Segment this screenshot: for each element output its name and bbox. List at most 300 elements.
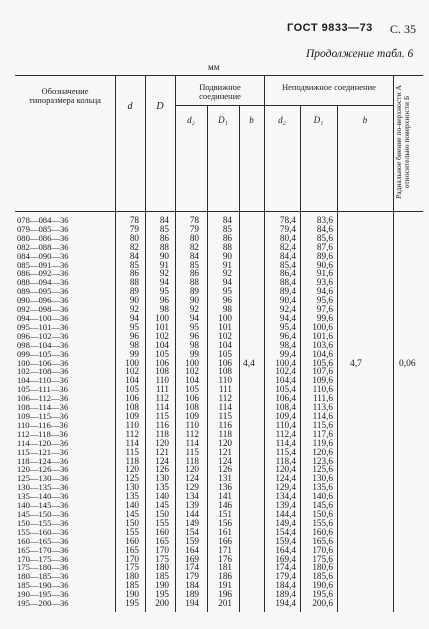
- table-row: [15, 448, 393, 457]
- cell-D1-fixed: 195,6: [312, 589, 333, 600]
- cell-D1-movable: 98: [222, 304, 232, 315]
- header-radial-runout: Радиальное биение по-верхности A относительно поверхности Б: [394, 85, 411, 199]
- cell-d2-movable: 179: [185, 571, 199, 582]
- cell-D: 115: [155, 411, 169, 421]
- cell-designation: 095—101—36: [17, 321, 69, 332]
- cell-D1-fixed: 85,6: [316, 232, 333, 243]
- cell-d2-fixed: 89,4: [279, 286, 296, 297]
- cell-D: 104: [155, 339, 169, 350]
- cell-designation: 096—102—36: [17, 330, 69, 341]
- table-row: [15, 421, 393, 430]
- cell-D: 170: [155, 544, 169, 555]
- cell-d: 135: [125, 491, 139, 502]
- table-row: [15, 555, 393, 564]
- table-top-border: [15, 75, 423, 76]
- cell-D: 100: [155, 313, 169, 323]
- cell-d2-fixed: 88,4: [279, 277, 296, 288]
- cell-designation: 078—084—36: [17, 215, 69, 225]
- cell-d: 140: [125, 500, 139, 511]
- cell-designation: 109—115—36: [17, 411, 69, 421]
- cell-d: 82: [129, 241, 139, 252]
- cell-d: 106: [125, 393, 139, 404]
- cell-D1-movable: 131: [218, 473, 232, 484]
- cell-D1-movable: 111: [218, 384, 232, 395]
- table-row: [15, 483, 393, 492]
- header-bottom-border: [15, 211, 423, 212]
- cell-d2-movable: 118: [185, 455, 199, 466]
- cell-D1-movable: 85: [222, 223, 232, 234]
- cell-D1-fixed: 185,6: [312, 571, 333, 582]
- cell-D1-fixed: 170,6: [312, 544, 333, 555]
- cell-D1-fixed: 97,6: [316, 304, 333, 315]
- table-row: [15, 359, 393, 368]
- cell-d2-fixed: 174,4: [275, 562, 296, 573]
- cell-D: 135: [155, 482, 169, 493]
- subheader-D1-movable: D₁: [218, 115, 228, 125]
- cell-d: 160: [125, 535, 139, 546]
- cell-d2-fixed: 159,4: [275, 535, 296, 546]
- cell-D1-fixed: 117,6: [312, 428, 333, 439]
- cell-designation: 150—155—36: [17, 517, 69, 528]
- cell-d: 120: [125, 464, 139, 475]
- cell-D1-movable: 94: [222, 277, 232, 288]
- cell-d2-movable: 169: [185, 553, 199, 564]
- table-row: [15, 581, 393, 590]
- table-row: [15, 296, 393, 305]
- cell-d2-movable: 144: [185, 509, 199, 519]
- cell-designation: 165—170—36: [17, 544, 69, 555]
- cell-D: 180: [155, 562, 169, 573]
- cell-D1-movable: 181: [218, 562, 232, 573]
- cell-D1-movable: 108: [218, 366, 232, 377]
- cell-D1-fixed: 89,6: [316, 250, 333, 261]
- cell-D1-movable: 100: [218, 313, 232, 323]
- cell-D1-fixed: 155,6: [312, 517, 333, 528]
- cell-d: 89: [129, 286, 139, 297]
- table-row: [15, 590, 393, 599]
- cell-D1-movable: 121: [218, 446, 232, 457]
- cell-D: 86: [159, 232, 169, 243]
- cell-d2-movable: 109: [185, 411, 199, 421]
- cell-d2-fixed: 149,4: [275, 517, 296, 528]
- cell-d: 195: [125, 598, 139, 609]
- header-movable-connection: Подвижное соединение: [199, 82, 241, 101]
- cell-D1-movable: 112: [218, 393, 232, 404]
- cell-d2-movable: 84: [189, 250, 199, 261]
- header-d: d: [127, 101, 133, 112]
- cell-d2-movable: 110: [185, 419, 199, 430]
- cell-designation: 088—094—36: [17, 277, 69, 288]
- cell-D: 106: [155, 357, 169, 368]
- cell-D: 124: [155, 455, 169, 466]
- cell-d: 114: [125, 437, 139, 448]
- cell-D1-movable: 201: [218, 598, 232, 609]
- cell-designation: 085—091—36: [17, 259, 69, 270]
- cell-d2-fixed: 82,4: [279, 241, 296, 252]
- table-row: [15, 501, 393, 510]
- cell-d2-movable: 134: [185, 491, 199, 502]
- cell-d2-movable: 129: [185, 482, 199, 493]
- cell-designation: 089—095—36: [17, 286, 69, 297]
- cell-d2-movable: 99: [189, 348, 199, 359]
- cell-designation: 195—200—36: [17, 598, 69, 609]
- cell-D1-movable: 102: [218, 330, 232, 341]
- cell-D1-movable: 106: [218, 357, 232, 368]
- cell-designation: 108—114—36: [17, 402, 69, 413]
- cell-D1-fixed: 135,6: [312, 482, 333, 493]
- cell-designation: 185—190—36: [17, 580, 69, 591]
- table-row: [15, 572, 393, 581]
- cell-D1-movable: 191: [218, 580, 232, 591]
- cell-D1-fixed: 125,6: [312, 464, 333, 475]
- cell-d2-fixed: 194,4: [275, 598, 296, 609]
- table-row: [15, 261, 393, 270]
- cell-d: 94: [129, 313, 139, 323]
- cell-D: 84: [159, 215, 169, 225]
- radial-runout-value: 0,06: [399, 359, 416, 369]
- b-fixed-value: 4,7: [350, 359, 362, 369]
- cell-d2-fixed: 80,4: [279, 232, 296, 243]
- cell-D: 126: [155, 464, 169, 475]
- cell-d2-fixed: 169,4: [275, 553, 296, 564]
- cell-D1-movable: 101: [218, 321, 232, 332]
- cell-d2-movable: 105: [185, 384, 199, 395]
- cell-d2-movable: 108: [185, 402, 199, 413]
- cell-d2-movable: 112: [185, 428, 199, 439]
- cell-D1-fixed: 145,6: [312, 500, 333, 511]
- cell-d2-movable: 89: [189, 286, 199, 297]
- cell-D1-fixed: 94,6: [316, 286, 333, 297]
- cell-D1-movable: 118: [218, 428, 232, 439]
- table-row: [15, 287, 393, 296]
- cell-d2-movable: 164: [185, 544, 199, 555]
- cell-D1-fixed: 109,6: [312, 375, 333, 386]
- cell-D: 85: [159, 223, 169, 234]
- cell-designation: 112—118—36: [17, 428, 68, 439]
- cell-d2-fixed: 139,4: [275, 500, 296, 511]
- cell-D1-fixed: 101,6: [312, 330, 333, 341]
- cell-d: 96: [129, 330, 139, 341]
- cell-d2-fixed: 102,4: [275, 366, 296, 377]
- cell-designation: 102—108—36: [17, 366, 69, 377]
- cell-d2-fixed: 129,4: [275, 482, 296, 493]
- table-row: [15, 269, 393, 278]
- cell-D1-movable: 104: [218, 339, 232, 350]
- cell-D1-movable: 110: [218, 375, 232, 386]
- cell-d: 98: [129, 339, 139, 350]
- cell-d: 185: [125, 580, 139, 591]
- cell-d2-fixed: 115,4: [275, 446, 296, 457]
- cell-d2-movable: 159: [185, 535, 199, 546]
- cell-D: 155: [155, 517, 169, 528]
- cell-D1-fixed: 107,6: [312, 366, 333, 377]
- table-row: [15, 465, 393, 474]
- table-row: [15, 563, 393, 572]
- cell-D1-movable: 124: [218, 455, 232, 466]
- cell-d2-fixed: 84,4: [279, 250, 296, 261]
- cell-d2-movable: 174: [185, 562, 199, 573]
- cell-d2-movable: 90: [189, 295, 199, 306]
- cell-D1-fixed: 91,6: [316, 268, 333, 279]
- cell-designation: 160—165—36: [17, 535, 69, 546]
- cell-d2-fixed: 109,4: [275, 411, 296, 421]
- cell-d: 85: [129, 259, 139, 270]
- table-row: [15, 537, 393, 546]
- cell-d: 108: [125, 402, 139, 413]
- cell-D: 98: [159, 304, 169, 315]
- cell-designation: 130—135—36: [17, 482, 69, 493]
- table-row: [15, 332, 393, 341]
- header-fixed-connection: Неподвижное соединение: [282, 82, 376, 92]
- cell-D: 185: [155, 571, 169, 582]
- cell-d2-fixed: 79,4: [279, 223, 296, 234]
- cell-d2-movable: 98: [189, 339, 199, 350]
- table-row: [15, 252, 393, 261]
- cell-D: 95: [159, 286, 169, 297]
- cell-D: 200: [155, 598, 169, 609]
- cell-D1-fixed: 104,6: [312, 348, 333, 359]
- cell-D1-fixed: 180,6: [312, 562, 333, 573]
- table-row: [15, 510, 393, 519]
- cell-d: 78: [129, 215, 139, 225]
- cell-designation: 094—100—36: [17, 313, 69, 323]
- cell-d: 100: [125, 357, 139, 368]
- cell-d2-fixed: 94,4: [279, 313, 296, 323]
- cell-d2-fixed: 189,4: [275, 589, 296, 600]
- cell-d2-fixed: 90,4: [279, 295, 296, 306]
- cell-D1-fixed: 99,6: [316, 313, 333, 323]
- cell-d2-movable: 149: [185, 517, 199, 528]
- cell-d: 170: [125, 553, 139, 564]
- cell-d: 102: [125, 366, 139, 377]
- cell-d2-movable: 85: [189, 259, 199, 270]
- cell-d: 79: [129, 223, 139, 234]
- cell-d2-movable: 88: [189, 277, 199, 288]
- cell-D1-movable: 151: [218, 509, 232, 519]
- cell-d: 150: [125, 517, 139, 528]
- cell-D1-movable: 116: [218, 419, 232, 430]
- b-movable-value: 4,4: [243, 359, 255, 369]
- cell-d2-fixed: 108,4: [275, 402, 296, 413]
- table-row: [15, 403, 393, 412]
- cell-D: 105: [155, 348, 169, 359]
- cell-d: 86: [129, 268, 139, 279]
- page-number: С. 35: [390, 22, 417, 36]
- cell-d2-movable: 95: [189, 321, 199, 332]
- dimensions-table: [15, 75, 423, 612]
- cell-d: 80: [129, 232, 139, 243]
- cell-d: 118: [125, 455, 139, 466]
- cell-d: 125: [125, 473, 139, 484]
- cell-d2-movable: 124: [185, 473, 199, 484]
- table-row: [15, 314, 393, 323]
- cell-designation: 114—120—36: [17, 437, 69, 448]
- cell-D1-fixed: 95,6: [316, 295, 333, 306]
- cell-designation: 180—185—36: [17, 571, 69, 582]
- cell-d2-fixed: 120,4: [275, 464, 296, 475]
- cell-designation: 170—175—36: [17, 553, 69, 564]
- table-row: [15, 216, 393, 225]
- cell-designation: 120—126—36: [17, 464, 69, 475]
- cell-D1-movable: 96: [222, 295, 232, 306]
- cell-designation: 115—121—36: [17, 446, 69, 457]
- cell-D1-fixed: 87,6: [316, 241, 333, 252]
- cell-d2-movable: 194: [185, 598, 199, 609]
- cell-D: 121: [155, 446, 169, 457]
- cell-designation: 110—116—36: [17, 419, 68, 430]
- cell-D1-fixed: 100,6: [312, 321, 333, 332]
- table-row: [15, 492, 393, 501]
- subheader-b-fixed: b: [362, 115, 368, 125]
- cell-D1-movable: 161: [218, 526, 232, 537]
- table-row: [15, 412, 393, 421]
- cell-d2-movable: 189: [185, 589, 199, 600]
- cell-d2-movable: 86: [189, 268, 199, 279]
- cell-d: 105: [125, 384, 139, 395]
- unit-label: мм: [208, 62, 220, 72]
- table-row: [15, 394, 393, 403]
- cell-D1-movable: 196: [218, 589, 232, 600]
- cell-d2-fixed: 106,4: [275, 393, 296, 404]
- cell-d2-fixed: 124,4: [275, 473, 296, 484]
- cell-D1-movable: 146: [218, 500, 232, 511]
- cell-designation: 105—111—36: [17, 384, 68, 395]
- table-row: [15, 457, 393, 466]
- cell-d2-movable: 80: [189, 232, 199, 243]
- table-row: [15, 323, 393, 332]
- cell-d: 110: [125, 419, 139, 430]
- cell-D1-fixed: 83,6: [316, 215, 333, 225]
- cell-d2-movable: 79: [189, 223, 199, 234]
- cell-designation: 118—124—36: [17, 455, 69, 466]
- cell-D: 94: [159, 277, 169, 288]
- cell-D1-movable: 86: [222, 232, 232, 243]
- cell-d: 180: [125, 571, 139, 582]
- table-row: [15, 519, 393, 528]
- table-row: [15, 385, 393, 394]
- cell-d2-movable: 106: [185, 393, 199, 404]
- cell-D1-movable: 176: [218, 553, 232, 564]
- cell-d: 95: [129, 321, 139, 332]
- cell-d2-movable: 92: [189, 304, 199, 315]
- cell-designation: 125—130—36: [17, 473, 69, 484]
- table-row: [15, 367, 393, 376]
- table-row: [15, 474, 393, 483]
- cell-designation: 155—160—36: [17, 526, 69, 537]
- cell-d2-fixed: 105,4: [275, 384, 296, 395]
- cell-d: 165: [125, 544, 139, 555]
- cell-designation: 090—096—36: [17, 295, 69, 306]
- cell-d2-fixed: 85,4: [279, 259, 296, 270]
- cell-d: 88: [129, 277, 139, 288]
- cell-d2-fixed: 104,4: [275, 375, 296, 386]
- cell-D: 140: [155, 491, 169, 502]
- cell-D1-fixed: 165,6: [312, 535, 333, 546]
- cell-D1-fixed: 84,6: [316, 223, 333, 234]
- cell-designation: 135—140—36: [17, 491, 69, 502]
- cell-D: 92: [159, 268, 169, 279]
- cell-D1-fixed: 93,6: [316, 277, 333, 288]
- table-row: [15, 225, 393, 234]
- cell-D: 111: [155, 384, 169, 395]
- cell-D1-fixed: 103,6: [312, 339, 333, 350]
- cell-d2-fixed: 86,4: [279, 268, 296, 279]
- cell-D: 145: [155, 500, 169, 511]
- cell-d2-fixed: 112,4: [275, 428, 296, 439]
- cell-d2-fixed: 100,4: [275, 357, 296, 368]
- table-row: [15, 376, 393, 385]
- cell-d2-fixed: 164,4: [275, 544, 296, 555]
- cell-D: 114: [155, 402, 169, 413]
- cell-designation: 106—112—36: [17, 393, 69, 404]
- cell-D: 96: [159, 295, 169, 306]
- table-row: [15, 350, 393, 359]
- cell-designation: 086—092—36: [17, 268, 69, 279]
- cell-d2-fixed: 99,4: [279, 348, 296, 359]
- cell-D1-fixed: 200,6: [312, 598, 333, 609]
- cell-d2-fixed: 134,4: [275, 491, 296, 502]
- cell-designation: 140—145—36: [17, 500, 69, 511]
- cell-D1-movable: 141: [218, 491, 232, 502]
- cell-D1-fixed: 110,6: [312, 384, 333, 395]
- table-row: [15, 528, 393, 537]
- cell-d2-fixed: 96,4: [279, 330, 296, 341]
- cell-d: 145: [125, 509, 139, 519]
- cell-d2-fixed: 98,4: [279, 339, 296, 350]
- cell-d2-fixed: 118,4: [275, 455, 296, 466]
- cell-d2-movable: 94: [189, 313, 199, 323]
- cell-D: 101: [155, 321, 169, 332]
- cell-designation: 175—180—36: [17, 562, 69, 573]
- cell-D: 102: [155, 330, 169, 341]
- cell-D1-movable: 91: [222, 259, 232, 270]
- table-row: [15, 546, 393, 555]
- table-row: [15, 243, 393, 252]
- cell-designation: 092—098—36: [17, 304, 69, 315]
- cell-D1-movable: 95: [222, 286, 232, 297]
- cell-d2-fixed: 114,4: [275, 437, 296, 448]
- cell-designation: 080—086—36: [17, 232, 69, 243]
- table-row: [15, 430, 393, 439]
- cell-d2-movable: 102: [185, 366, 199, 377]
- cell-D1-movable: 136: [218, 482, 232, 493]
- subheader-b-movable: b: [249, 115, 254, 125]
- table-row: [15, 439, 393, 448]
- cell-D1-fixed: 115,6: [312, 419, 333, 430]
- cell-D: 118: [155, 428, 169, 439]
- cell-d: 92: [129, 304, 139, 315]
- cell-d: 99: [129, 348, 139, 359]
- cell-D1-fixed: 119,6: [312, 437, 333, 448]
- cell-D1-fixed: 140,6: [312, 491, 333, 502]
- cell-D1-fixed: 175,6: [312, 553, 333, 564]
- cell-D1-fixed: 120,6: [312, 446, 333, 457]
- cell-D: 160: [155, 526, 169, 537]
- cell-D: 195: [155, 589, 169, 600]
- cell-d: 109: [125, 411, 139, 421]
- cell-designation: 145—150—36: [17, 509, 69, 519]
- cell-D1-fixed: 90,6: [316, 259, 333, 270]
- cell-d: 90: [129, 295, 139, 306]
- cell-D1-fixed: 130,6: [312, 473, 333, 484]
- cell-designation: 100—106—36: [17, 357, 69, 368]
- table-row: [15, 278, 393, 287]
- cell-D1-movable: 166: [218, 535, 232, 546]
- cell-d2-fixed: 144,4: [275, 509, 296, 519]
- cell-D1-fixed: 111,6: [313, 393, 333, 404]
- cell-d2-movable: 82: [189, 241, 199, 252]
- table-body: [15, 216, 423, 612]
